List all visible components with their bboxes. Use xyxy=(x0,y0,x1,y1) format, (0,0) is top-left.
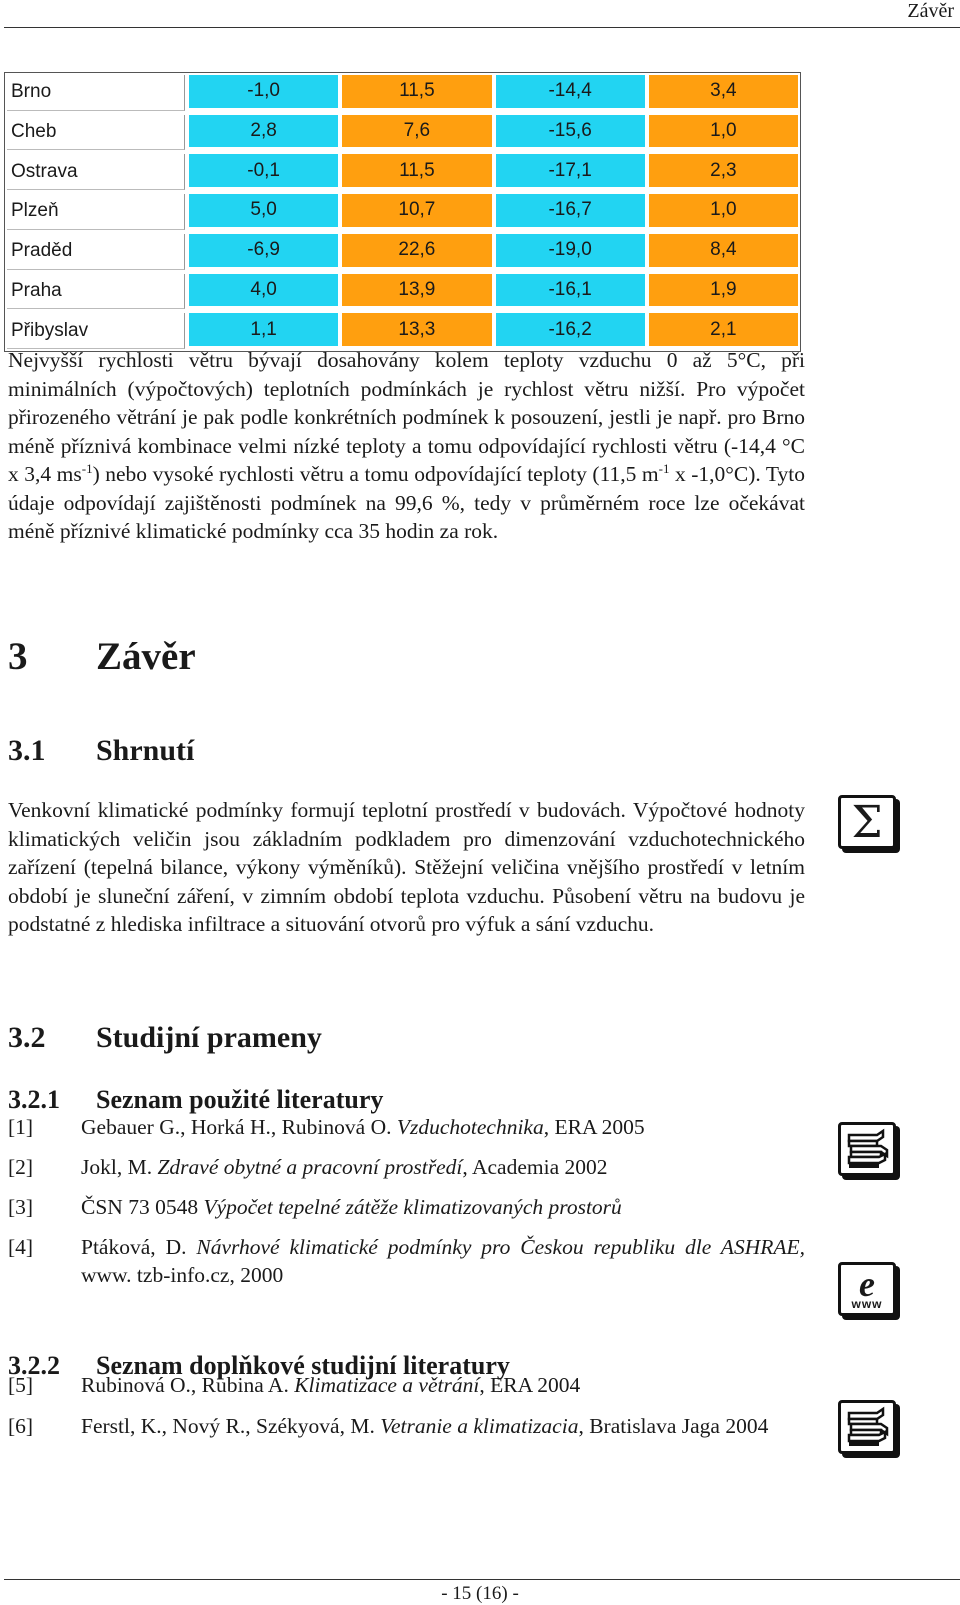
web-www-label: www xyxy=(851,1297,883,1311)
supplementary-title: Seznam doplňkové studijní literatury xyxy=(96,1351,510,1380)
sources-number: 3.2 xyxy=(8,1021,46,1054)
reference-text xyxy=(81,1193,805,1221)
summary-title: Shrnutí xyxy=(96,734,195,767)
summary-number: 3.1 xyxy=(8,734,46,767)
table-row-label: Přibyslav xyxy=(7,313,185,349)
reference-authors: Rubinová O., Rubina A. xyxy=(81,1373,295,1397)
superscript-2: -1 xyxy=(658,460,670,476)
table-row-label: Brno xyxy=(7,75,185,111)
table-row-label: Praha xyxy=(7,274,185,310)
table-cell: 10,7 xyxy=(342,194,491,230)
table-cell: -0,1 xyxy=(189,154,338,190)
chapter-heading xyxy=(8,634,196,679)
reference-authors: Jokl, M. xyxy=(81,1155,158,1179)
reference-publisher: , ERA 2005 xyxy=(543,1115,645,1139)
reference-authors: ČSN 73 0548 xyxy=(81,1195,204,1219)
table-cell: 4,0 xyxy=(189,274,338,310)
reference-text xyxy=(81,1113,805,1141)
reference-item xyxy=(8,1113,805,1141)
web-e-letter: e xyxy=(859,1264,875,1304)
books-icon xyxy=(838,1122,896,1176)
reference-publisher: www. tzb-info.cz, 2000 xyxy=(81,1263,284,1287)
reference-number: [4] xyxy=(8,1235,34,1259)
wind-text-1: Nejvyšší rychlosti větru bývají dosahovány kolem teploty vzduchu 0 až 5°C, při minimálních (výpočtových) teplotních podmínkách je rychlost větru nižší. Pro výpočet přirozeného větrání je pak podle konkrétních podmínek k posouzení, jestli je např. pro Brno méně příznivá kombinace velmi nízké teploty a tomu odpovídající rychlosti větru (-14,4 °C x 3,4 ms xyxy=(8,348,805,486)
footer-rule xyxy=(4,1579,960,1580)
table-row-label: Ostrava xyxy=(7,154,185,190)
table-cell: 3,4 xyxy=(649,75,798,111)
table-cell: 13,3 xyxy=(342,313,491,349)
table-cell: -17,1 xyxy=(496,154,645,190)
reference-title: Návrhové klimatické podmínky pro Českou republiku dle ASHRAE, xyxy=(196,1235,805,1259)
web-e-icon xyxy=(838,1262,896,1316)
books-icon xyxy=(838,1400,896,1454)
table-cell: -19,0 xyxy=(496,234,645,270)
table-cell: 8,4 xyxy=(649,234,798,270)
table-cell: 2,1 xyxy=(649,313,798,349)
reference-title: Výpočet tepelné zátěže klimatizovaných prostorů xyxy=(203,1195,622,1219)
reference-text xyxy=(81,1233,805,1289)
reference-title: Klimatizace a větrání xyxy=(294,1373,480,1397)
table-cell: 11,5 xyxy=(342,75,491,111)
table-cell: 1,9 xyxy=(649,274,798,310)
reference-text xyxy=(81,1412,805,1440)
reference-item xyxy=(8,1371,805,1399)
table-cell: 1,0 xyxy=(649,115,798,151)
books-icon-graphic xyxy=(841,1403,893,1451)
reference-publisher: , ERA 2004 xyxy=(479,1373,581,1397)
table-cell: -14,4 xyxy=(496,75,645,111)
table-cell: -16,2 xyxy=(496,313,645,349)
reference-item xyxy=(8,1233,805,1289)
reference-text xyxy=(81,1371,805,1399)
table-cell: -15,6 xyxy=(496,115,645,151)
table-cell: 2,3 xyxy=(649,154,798,190)
table-cell: 11,5 xyxy=(342,154,491,190)
summary-heading xyxy=(8,734,194,768)
reference-authors: Ferstl, K., Nový R., Székyová, M. xyxy=(81,1414,381,1438)
table-cell: 5,0 xyxy=(189,194,338,230)
supplementary-number: 3.2.2 xyxy=(8,1351,60,1380)
reference-item xyxy=(8,1412,805,1440)
literature-heading xyxy=(8,1085,383,1115)
reference-number: [6] xyxy=(8,1414,34,1438)
summary-paragraph: Venkovní klimatické podmínky formují teplotní prostředí v budovách. Výpočtové hodnoty klimatických veličin jsou základním podkladem pro dimenzování vzduchotechnického zařízení (tepelná bilance, výkony výměníků). Stěžejní veličina vnějšího prostředí v letním období je sluneční záření, v zimním období teplota vzduchu. Působení větru na budovu je podstatné z hlediska infiltrace a situování otvorů pro výfuk a sání vzduchu. xyxy=(8,798,805,936)
reference-title: Vetranie a klimatizacia xyxy=(380,1414,579,1438)
wind-paragraph xyxy=(8,346,805,546)
reference-number: [2] xyxy=(8,1155,34,1179)
table-cell: 1,1 xyxy=(189,313,338,349)
table-cell: -16,7 xyxy=(496,194,645,230)
literature-title: Seznam použité literatury xyxy=(96,1085,384,1114)
reference-publisher: , Bratislava Jaga 2004 xyxy=(578,1414,769,1438)
running-header-title: Závěr xyxy=(907,0,954,22)
sources-title: Studijní prameny xyxy=(96,1021,322,1054)
sigma-glyph: Σ xyxy=(851,796,883,848)
reference-authors: Ptáková, D. xyxy=(81,1235,197,1259)
table-cell: 2,8 xyxy=(189,115,338,151)
table-row-label: Cheb xyxy=(7,115,185,151)
chapter-number: 3 xyxy=(8,635,28,678)
header-rule xyxy=(4,27,960,28)
reference-authors: Gebauer G., Horká H., Rubinová O. xyxy=(81,1115,397,1139)
reference-number: [1] xyxy=(8,1115,34,1139)
table-cell: -16,1 xyxy=(496,274,645,310)
reference-item xyxy=(8,1153,805,1181)
sources-heading xyxy=(8,1021,322,1055)
table-cell: -6,9 xyxy=(189,234,338,270)
table-row-label: Plzeň xyxy=(7,194,185,230)
page-number: - 15 (16) - xyxy=(441,1583,519,1604)
superscript-1: -1 xyxy=(81,460,93,476)
chapter-title: Závěr xyxy=(96,635,196,678)
table-cell: 13,9 xyxy=(342,274,491,310)
reference-publisher: , Academia 2002 xyxy=(462,1155,608,1179)
reference-title: Zdravé obytné a pracovní prostředí xyxy=(157,1155,463,1179)
reference-text xyxy=(81,1153,805,1181)
table-cell: 1,0 xyxy=(649,194,798,230)
climate-data-table xyxy=(4,72,801,352)
table-cell: 7,6 xyxy=(342,115,491,151)
sigma-icon xyxy=(838,795,896,849)
table-cell: -1,0 xyxy=(189,75,338,111)
reference-number: [5] xyxy=(8,1373,34,1397)
wind-text-2: ) nebo vysoké rychlosti větru a tomu odpovídající teploty (11,5 m xyxy=(92,462,659,486)
table-cell: 22,6 xyxy=(342,234,491,270)
wind-text-3: x -1,0°C). Tyto údaje odpovídají zajištěnosti podmínek na 99,6 %, tedy v průměrném roce lze očekávat méně příznivé klimatické podmínky cca 35 hodin za rok. xyxy=(8,462,805,543)
reference-title: Vzduchotechnika xyxy=(396,1115,544,1139)
literature-number: 3.2.1 xyxy=(8,1085,60,1114)
reference-number: [3] xyxy=(8,1195,34,1219)
reference-item xyxy=(8,1193,805,1221)
table-row-label: Praděd xyxy=(7,234,185,270)
books-icon-graphic xyxy=(841,1125,893,1173)
